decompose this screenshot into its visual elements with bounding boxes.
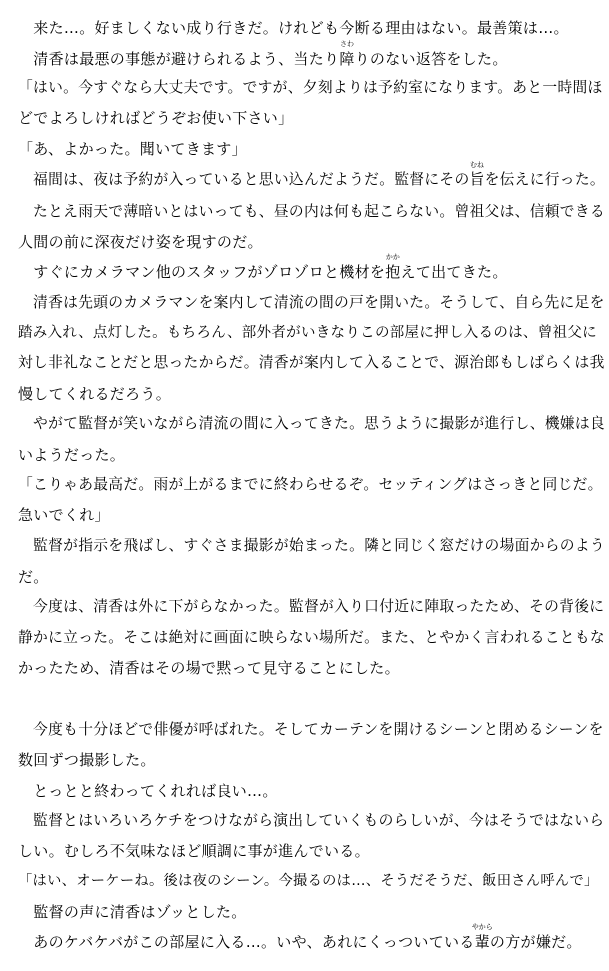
- ruby-annotated-word: [471, 923, 493, 951]
- line-text: やがて監督が笑いながら清流の間に入ってきた。思うように撮影が進行し、機嫌は良: [18, 415, 605, 432]
- text-line: [18, 872, 599, 890]
- line-text: 対し非礼なことだと思ったからだ。清香が案内して入ることで、源治郎もしばらくは我: [18, 354, 605, 371]
- line-text: 清香は先頭のカメラマンを案内して清流の間の戸を開いた。そうして、自ら先に足を: [18, 294, 605, 311]
- ruby-annotated-word: [339, 40, 355, 68]
- line-text: 慢してくれるだろう。: [18, 385, 172, 403]
- text-line: [18, 253, 508, 281]
- line-text: 来た…。好ましくない成り行きだ。けれども今断る理由はない。最善策は…。: [18, 19, 569, 37]
- ruby-reading: かか: [385, 253, 400, 261]
- line-text: とっとと終わってくれれば良い…。: [18, 782, 278, 800]
- line-text: 「はい。今すぐなら大丈夫です。ですが、夕刻よりは予約室になります。あと一時間ほ: [18, 79, 603, 96]
- text-line: [18, 751, 156, 769]
- line-text-after-ruby: りのない返答をした。: [354, 50, 508, 68]
- text-line: [18, 109, 293, 127]
- line-text: 監督が指示を飛ばし、すぐさま撮影が始まった。隣と同じく窓だけの場面からのよう: [18, 537, 605, 554]
- ruby-annotated-word: [469, 161, 485, 189]
- ruby-reading: むね: [470, 161, 485, 169]
- text-line: [18, 446, 125, 464]
- line-text: 「あ、よかった。聞いてきます」: [18, 140, 247, 158]
- text-line: [18, 140, 247, 158]
- line-text: だ。: [18, 568, 49, 586]
- text-line: [18, 415, 605, 433]
- line-text: かったため、清香はその場で黙って見守ることにした。: [18, 659, 400, 677]
- line-text: 監督の声に清香はゾッとした。: [18, 903, 247, 921]
- text-line: [18, 161, 605, 189]
- line-text-after-ruby: を伝えに行った。: [484, 171, 605, 188]
- text-line: [18, 842, 370, 860]
- text-line: [18, 19, 569, 37]
- ruby-base: 抱: [385, 263, 401, 281]
- text-line: [18, 476, 603, 494]
- line-text: 静かに立った。そこは絶対に画面に映らない場所だ。また、とやかく言われることもな: [18, 629, 605, 646]
- text-line: [18, 812, 604, 830]
- line-text-before-ruby: あのケバケバがこの部屋に入る…。いや、あれにくっついている: [18, 933, 475, 951]
- line-text-before-ruby: 清香は最悪の事態が避けられるよう、当たり: [18, 50, 340, 68]
- text-line: [18, 294, 605, 312]
- text-line: [18, 354, 605, 372]
- text-line: [18, 79, 603, 97]
- line-text: どでよろしければどうぞお使い下さい」: [18, 109, 294, 127]
- line-text: しい。むしろ不気味なほど順調に事が進んでいる。: [18, 842, 370, 860]
- line-text-after-ruby: の方が嫌だ。: [489, 933, 582, 951]
- line-text: 監督とはいろいろケチをつけながら演出していくものらしいが、今はそうではないら: [18, 812, 605, 829]
- line-text-before-ruby: 福間は、夜は予約が入っていると思い込んだようだ。監督にその: [18, 171, 470, 188]
- text-line: [18, 721, 604, 739]
- text-line: [18, 598, 604, 616]
- text-line: [18, 923, 582, 951]
- ruby-base: 障: [339, 50, 355, 68]
- line-text: 今度は、清香は外に下がらなかった。監督が入り口付近に陣取ったため、その背後に: [18, 598, 605, 615]
- line-text: たとえ雨天で薄暗いとはいっても、昼の内は何も起こらない。曾祖父は、信頼できる: [18, 203, 605, 220]
- ruby-reading: やから: [471, 923, 493, 931]
- text-line: [18, 324, 597, 342]
- line-text-after-ruby: えて出てきた。: [400, 263, 508, 281]
- line-text-before-ruby: すぐにカメラマン他のスタッフがゾロゾロと機材を: [18, 263, 386, 281]
- text-line: [18, 903, 247, 921]
- text-line: [18, 568, 49, 586]
- line-text: 人間の前に深夜だけ姿を現すのだ。: [18, 233, 263, 251]
- text-line: [18, 629, 605, 647]
- line-text: 踏み入れ、点灯した。もちろん、部外者がいきなりこの部屋に押し入るのは、曾祖父に: [18, 325, 597, 341]
- text-line: [18, 40, 508, 68]
- text-line: [18, 233, 263, 251]
- ruby-base: 輩: [474, 933, 490, 951]
- text-line: [18, 659, 400, 677]
- ruby-annotated-word: [385, 253, 401, 281]
- text-line: [18, 506, 110, 524]
- ruby-base: 旨: [469, 171, 485, 188]
- line-text: 急いでくれ」: [18, 506, 110, 524]
- ruby-reading: さわ: [339, 40, 354, 48]
- line-text: 数回ずつ撮影した。: [18, 751, 156, 769]
- text-line: [18, 203, 605, 221]
- line-text: 今度も十分ほどで俳優が呼ばれた。そしてカーテンを開けるシーンと閉めるシーンを: [18, 721, 604, 738]
- line-text: いようだった。: [18, 446, 126, 464]
- text-line: [18, 782, 278, 800]
- line-text: 「はい、オーケーね。後は夜のシーン。今撮るのは…、そうだそうだ、飯田さん呼んで」: [18, 873, 599, 889]
- line-text: 「こりゃあ最高だ。雨が上がるまでに終わらせるぞ。セッティングはさっきと同じだ。: [18, 476, 603, 493]
- text-line: [18, 385, 171, 403]
- text-line: [18, 537, 605, 555]
